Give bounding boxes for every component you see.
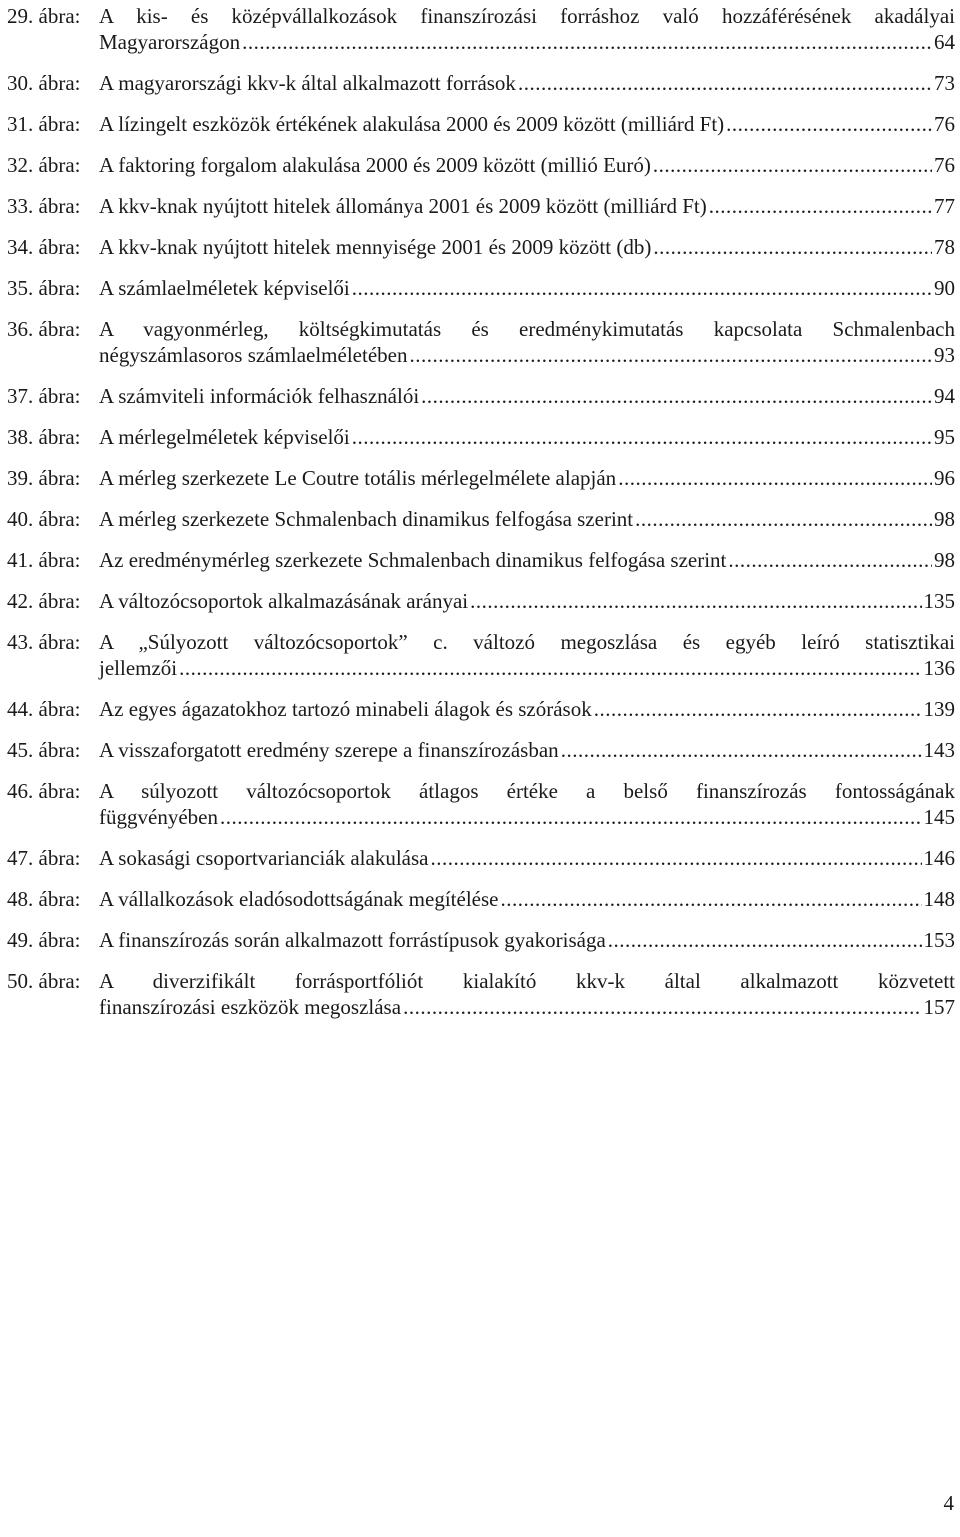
entry-page-number: 145 <box>923 805 955 829</box>
entry-last-line <box>99 588 955 614</box>
entry-body <box>99 234 955 260</box>
figure-number: 29. ábra: <box>7 4 81 28</box>
dot-leader <box>728 547 932 573</box>
dot-leader <box>220 804 922 830</box>
entry-last-line <box>99 193 955 219</box>
page-number: 4 <box>943 1491 954 1515</box>
toc-entry[interactable] <box>7 629 955 681</box>
entry-title-line: A „Súlyozott változócsoportok” c. változó megoszlása és egyéb leíró statisztikai <box>99 630 955 654</box>
toc-entry[interactable] <box>7 927 955 953</box>
entry-title: A kkv-knak nyújtott hitelek mennyisége 2001 és 2009 között (db) <box>99 235 652 259</box>
entry-page-number: 98 <box>934 507 955 531</box>
entry-title: A vállalkozások eladósodottságának megítélése <box>99 887 499 911</box>
entry-body <box>99 886 955 912</box>
toc-entry[interactable] <box>7 968 955 1020</box>
dot-leader <box>635 506 932 532</box>
entry-body <box>99 152 955 178</box>
entry-page-number: 139 <box>923 697 955 721</box>
dot-leader <box>726 111 932 137</box>
entry-title-line: A vagyonmérleg, költségkimutatás és eredménykimutatás kapcsolata Schmalenbach <box>99 317 955 341</box>
entry-last-line <box>99 424 955 450</box>
entry-last-line <box>99 737 955 763</box>
dot-leader <box>409 342 932 368</box>
entry-body <box>99 629 955 681</box>
entry-title: A mérleg szerkezete Schmalenbach dinamikus felfogása szerint <box>99 507 634 531</box>
dot-leader <box>608 927 922 953</box>
entry-title: A visszaforgatott eredmény szerepe a finanszírozásban <box>99 738 559 762</box>
entry-last-line <box>99 111 955 137</box>
toc-entry[interactable] <box>7 737 955 763</box>
figure-number: 45. ábra: <box>7 738 81 762</box>
entry-last-line <box>99 275 955 301</box>
figure-number: 36. ábra: <box>7 317 81 341</box>
entry-title-line: A súlyozott változócsoportok átlagos értéke a belső finanszírozás fontosságának <box>99 779 955 803</box>
entry-body <box>99 588 955 614</box>
entry-body <box>99 111 955 137</box>
entry-last-line <box>99 886 955 912</box>
entry-page-number: 93 <box>934 343 955 367</box>
toc-entry[interactable] <box>7 886 955 912</box>
entry-title: A mérlegelméletek képviselői <box>99 425 350 449</box>
figure-number: 42. ábra: <box>7 589 81 613</box>
toc-entry[interactable] <box>7 424 955 450</box>
entry-last-line <box>99 465 955 491</box>
dot-leader <box>352 275 932 301</box>
figure-number: 46. ábra: <box>7 779 81 803</box>
entry-last-line <box>99 927 955 953</box>
dot-leader <box>500 886 921 912</box>
entry-last-line <box>99 342 955 368</box>
toc-entry[interactable] <box>7 111 955 137</box>
entry-body <box>99 968 955 1020</box>
dot-leader <box>242 29 932 55</box>
dot-leader <box>618 465 932 491</box>
table-of-figures <box>7 3 955 1035</box>
figure-number: 48. ábra: <box>7 887 81 911</box>
entry-title: A sokasági csoportvarianciák alakulása <box>99 846 429 870</box>
dot-leader <box>653 152 932 178</box>
entry-page-number: 146 <box>923 846 955 870</box>
figure-number: 30. ábra: <box>7 71 81 95</box>
entry-body <box>99 737 955 763</box>
dot-leader <box>594 696 922 722</box>
entry-page-number: 76 <box>934 153 955 177</box>
figure-number: 39. ábra: <box>7 466 81 490</box>
entry-page-number: 90 <box>934 276 955 300</box>
toc-entry[interactable] <box>7 70 955 96</box>
dot-leader <box>709 193 932 219</box>
entry-title: A mérleg szerkezete Le Coutre totális mérlegelmélete alapján <box>99 466 617 490</box>
entry-page-number: 78 <box>934 235 955 259</box>
entry-title: A lízingelt eszközök értékének alakulása 2000 és 2009 között (milliárd Ft) <box>99 112 725 136</box>
entry-title-line: A kis- és középvállalkozások finanszírozási forráshoz való hozzáférésének akadályai <box>99 4 955 28</box>
entry-last-line <box>99 506 955 532</box>
toc-entry[interactable] <box>7 696 955 722</box>
entry-title-line: A diverzifikált forrásportfóliót kialakító kkv-k által alkalmazott közvetett <box>99 969 955 993</box>
toc-entry[interactable] <box>7 152 955 178</box>
dot-leader <box>518 70 932 96</box>
entry-body <box>99 70 955 96</box>
entry-page-number: 135 <box>923 589 955 613</box>
figure-number: 31. ábra: <box>7 112 81 136</box>
toc-entry[interactable] <box>7 845 955 871</box>
figure-number: 32. ábra: <box>7 153 81 177</box>
entry-body <box>99 424 955 450</box>
toc-entry[interactable] <box>7 383 955 409</box>
entry-body <box>99 316 955 368</box>
entry-body <box>99 845 955 871</box>
entry-body <box>99 383 955 409</box>
entry-page-number: 153 <box>923 928 955 952</box>
figure-number: 33. ábra: <box>7 194 81 218</box>
entry-title: A számlaelméletek képviselői <box>99 276 350 300</box>
entry-title: A finanszírozás során alkalmazott forrástípusok gyakorisága <box>99 928 606 952</box>
figure-number: 34. ábra: <box>7 235 81 259</box>
figure-number: 35. ábra: <box>7 276 81 300</box>
entry-title: A változócsoportok alkalmazásának arányai <box>99 589 469 613</box>
entry-body <box>99 506 955 532</box>
entry-title: négyszámlasoros számlaelméletében <box>99 343 408 367</box>
entry-title: A kkv-knak nyújtott hitelek állománya 2001 és 2009 között (milliárd Ft) <box>99 194 707 218</box>
dot-leader <box>470 588 921 614</box>
entry-title: Az eredménymérleg szerkezete Schmalenbach dinamikus felfogása szerint <box>99 548 727 572</box>
entry-title: A számviteli információk felhasználói <box>99 384 420 408</box>
entry-body <box>99 927 955 953</box>
entry-body <box>99 193 955 219</box>
figure-number: 37. ábra: <box>7 384 81 408</box>
entry-page-number: 94 <box>934 384 955 408</box>
entry-body <box>99 778 955 830</box>
entry-last-line <box>99 234 955 260</box>
entry-last-line <box>99 152 955 178</box>
dot-leader <box>430 845 921 871</box>
figure-number: 43. ábra: <box>7 630 81 654</box>
entry-last-line <box>99 547 955 573</box>
entry-title: A magyarországi kkv-k által alkalmazott források <box>99 71 516 95</box>
entry-title: Magyarországon <box>99 30 241 54</box>
entry-page-number: 143 <box>923 738 955 762</box>
toc-entry[interactable] <box>7 506 955 532</box>
entry-page-number: 98 <box>934 548 955 572</box>
entry-last-line <box>99 29 955 55</box>
entry-page-number: 95 <box>934 425 955 449</box>
figure-number: 40. ábra: <box>7 507 81 531</box>
entry-last-line <box>99 383 955 409</box>
entry-page-number: 73 <box>934 71 955 95</box>
dot-leader <box>561 737 922 763</box>
figure-number: 47. ábra: <box>7 846 81 870</box>
toc-entry[interactable] <box>7 316 955 368</box>
entry-last-line <box>99 804 955 830</box>
entry-page-number: 76 <box>934 112 955 136</box>
toc-entry[interactable] <box>7 778 955 830</box>
toc-entry[interactable] <box>7 234 955 260</box>
figure-number: 49. ábra: <box>7 928 81 952</box>
entry-body <box>99 275 955 301</box>
entry-page-number: 64 <box>934 30 955 54</box>
entry-last-line <box>99 994 955 1020</box>
entry-body <box>99 547 955 573</box>
entry-last-line <box>99 70 955 96</box>
toc-entry[interactable] <box>7 588 955 614</box>
dot-leader <box>179 655 921 681</box>
entry-title: jellemzői <box>99 656 178 680</box>
figure-number: 44. ábra: <box>7 697 81 721</box>
toc-entry[interactable] <box>7 193 955 219</box>
entry-page-number: 96 <box>934 466 955 490</box>
entry-page-number: 148 <box>923 887 955 911</box>
entry-title: függvényében <box>99 805 218 829</box>
entry-last-line <box>99 696 955 722</box>
entry-title: Az egyes ágazatokhoz tartozó minabeli álagok és szórások <box>99 697 592 721</box>
entry-page-number: 77 <box>934 194 955 218</box>
figure-number: 41. ábra: <box>7 548 81 572</box>
figure-number: 50. ábra: <box>7 969 81 993</box>
toc-entry[interactable] <box>7 3 955 55</box>
toc-entry[interactable] <box>7 547 955 573</box>
entry-title: A faktoring forgalom alakulása 2000 és 2009 között (millió Euró) <box>99 153 651 177</box>
dot-leader <box>421 383 932 409</box>
dot-leader <box>403 994 921 1020</box>
dot-leader <box>352 424 932 450</box>
figure-number: 38. ábra: <box>7 425 81 449</box>
dot-leader <box>653 234 932 260</box>
toc-entry[interactable] <box>7 275 955 301</box>
entry-page-number: 136 <box>923 656 955 680</box>
entry-page-number: 157 <box>923 995 955 1019</box>
entry-body <box>99 3 955 55</box>
entry-last-line <box>99 845 955 871</box>
entry-title: finanszírozási eszközök megoszlása <box>99 995 402 1019</box>
entry-body <box>99 465 955 491</box>
entry-body <box>99 696 955 722</box>
entry-last-line <box>99 655 955 681</box>
toc-entry[interactable] <box>7 465 955 491</box>
